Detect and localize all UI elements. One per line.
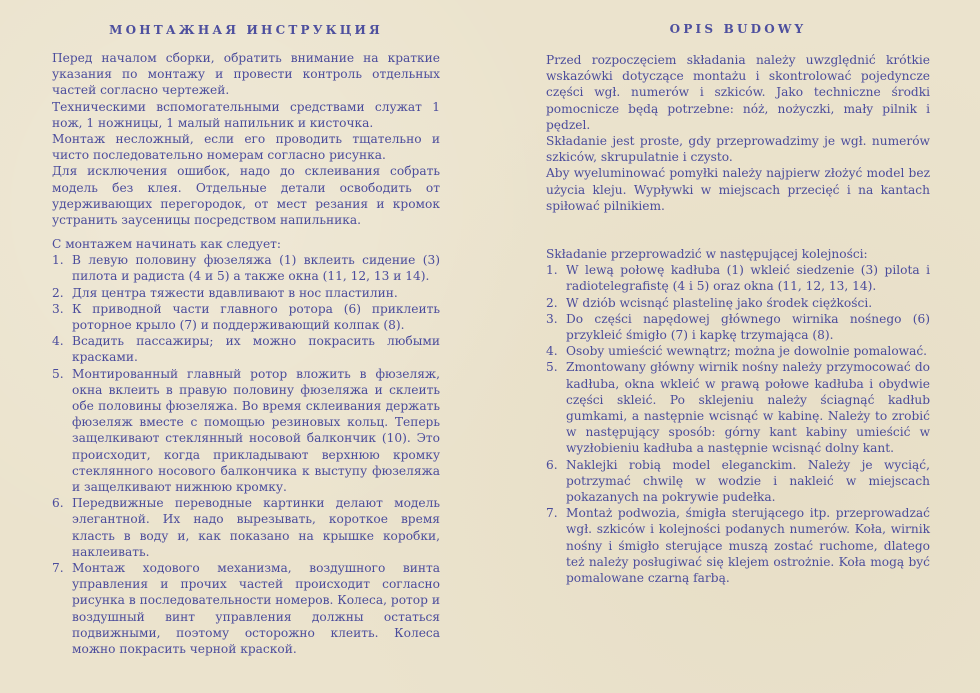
step-number: 1. [52, 253, 64, 268]
step-text: W dziób wcisnąć plastelinę jako środek ciężkości. [566, 295, 873, 310]
step-number: 5. [52, 366, 64, 381]
russian-steps [52, 236, 440, 657]
russian-intro-paragraph: Перед началом сборки, обратить внимание на краткие указания по монтажу и провести контроль отдельных частей согласно чертежей. [52, 51, 440, 98]
step-text: Всадить пассажиры; их можно покрасить любыми красками. [72, 334, 440, 365]
polish-intro-paragraph: Przed rozpoczęciem składania należy uwzględnić krótkie wskazówki dotyczące montażu i skontrolować pojedyncze części wgł. numerów i szkiców. Jako techniczne środki pomocnicze będą potrzebne: nóż, nożyczki, mały pilnik i pędzel. [546, 53, 930, 132]
russian-instructions-column [52, 0, 440, 693]
polish-title: OPIS BUDOWY [669, 22, 807, 36]
step-number: 3. [52, 301, 64, 316]
step-text: Для центра тяжести вдавливают в нос пластилин. [72, 285, 398, 300]
step-text: Montaż podwozia, śmigła sterującego itp. przeprowadzać wgł. szkiców i kolejności podanych numerów. Koła, wirnik nośny i śmigło sterujące muszą zostać ruchome, dlatego też należy posługiwać się klejem ostrożnie. Koła mogą być pomalowane czarną farbą. [566, 506, 930, 586]
step-number: 7. [52, 561, 64, 576]
list-item [546, 505, 930, 586]
step-number: 6. [52, 496, 64, 511]
polish-steps-heading: Składanie przeprowadzić w następującej kolejności: [546, 247, 868, 261]
step-number: 5. [546, 360, 558, 375]
step-number: 2. [52, 285, 64, 300]
russian-intro [52, 50, 440, 228]
step-text: В левую половину фюзеляжа (1) вклеить сидение (3) пилота и радиста (4 и 5) а также окна (11, 12, 13 и 14). [72, 253, 440, 284]
step-text: Передвижные переводные картинки делают модель элегантной. Их надо вырезывать, короткое время класть в воду и, как показано на крышке коробки, наклеивать. [72, 496, 440, 559]
russian-intro-paragraph: Для исключения ошибок, надо до склеивания собрать модель без клея. Отдельные детали освободить от удерживающих перегородок, от мест резания и кромок устранить заусеницы посредством напильника. [52, 164, 440, 228]
step-number: 3. [546, 311, 558, 326]
list-item [52, 560, 440, 657]
russian-intro-paragraph: Монтаж несложный, если его проводить тщательно и чисто последовательно номерам согласно рисунка. [52, 132, 440, 163]
list-item [546, 262, 930, 294]
list-item [546, 457, 930, 506]
step-text: Zmontowany główny wirnik nośny należy przymocować do kadłuba, okna wkleić w prawą połowe kadłuba i obydwie części skleić. Po sklejeniu należy ściagnąć kadłub gumkami, a następnie wcisnąć w kabinę. Należy to zrobić w następujący sposób: górny kant kabiny umieścić w wyzłobieniu kadłuba a następnie wcisnąć dolny kant. [566, 360, 930, 456]
step-text: К приводной части главного ротора (6) приклеить роторное крыло (7) и поддерживающий колпак (8). [72, 301, 440, 333]
polish-steps-list [546, 262, 930, 586]
step-number: 2. [546, 295, 558, 310]
polish-intro-paragraph: Aby wyeluminować pomyłki należy najpierw złożyć model bez użycia kleju. Wypływki w miejscach przecięć i na kantach spiłować pilnikiem. [546, 166, 930, 213]
polish-intro-paragraph: Składanie jest proste, gdy przeprowadzimy je wgł. numerów szkiców, skrupulatnie i czysto. [546, 134, 930, 165]
step-text: Naklejki robią model eleganckim. Należy je wyciąć, potrzymać chwilę w wodzie i nakleić w miejscach pokazanych na pokrywie pudełka. [566, 457, 930, 505]
list-item [52, 252, 440, 284]
russian-steps-list [52, 252, 440, 657]
step-number: 4. [546, 344, 558, 359]
polish-intro [546, 52, 930, 214]
step-number: 1. [546, 263, 558, 278]
russian-intro-paragraph: Техническими вспомогательными средствами служат 1 нож, 1 ножницы, 1 малый напильник и кисточка. [52, 99, 440, 130]
step-text: Osoby umieścić wewnątrz; można je dowolnie pomalować. [566, 344, 928, 359]
list-item [52, 285, 440, 301]
list-item [546, 343, 930, 359]
list-item [52, 333, 440, 365]
step-text: W lewą połowę kadłuba (1) wkleić siedzenie (3) pilota i radiotelegrafistę (4 i 5) oraz okna (11, 12, 13, 14). [566, 263, 930, 294]
step-number: 4. [52, 334, 64, 349]
step-text: Монтаж ходового механизма, воздушного винта управления и прочих частей происходит согласно рисунка в последовательности номеров. Колеса, ротор и воздушный винт управления должны остаться подвижными, поэтому осторожно клеить. Колеса можно покрасить черной краской. [72, 561, 440, 657]
step-text: Монтированный главный ротор вложить в фюзеляж, окна вклеить в правую половину фюзеляжа и склеить обе половины фюзеляжа. Во время склеивания держать фюзеляж вместе с помощью резиновых кольц. Теперь защелкивают стеклянный носовой балкончик (10). Это происходит, когда прикладывают верхнюю кромку стеклянного носового балкончика к выступу фюзеляжа и защелкивают нижнюю кромку. [72, 366, 440, 495]
polish-instructions-column [546, 0, 930, 693]
list-item [52, 495, 440, 560]
step-number: 7. [546, 506, 558, 521]
list-item [546, 311, 930, 343]
step-number: 6. [546, 457, 558, 472]
step-text: Do części napędowej głównego wirnika nośnego (6) przykleić śmigło (7) i kapkę trzymająca (8). [566, 311, 930, 343]
russian-title: МОНТАЖНАЯ ИНСТРУКЦИЯ [109, 23, 383, 37]
list-item [52, 366, 440, 496]
list-item [546, 359, 930, 456]
polish-steps [546, 246, 930, 586]
list-item [546, 295, 930, 311]
russian-steps-heading: С монтажем начинать как следует: [52, 237, 282, 251]
list-item [52, 301, 440, 333]
